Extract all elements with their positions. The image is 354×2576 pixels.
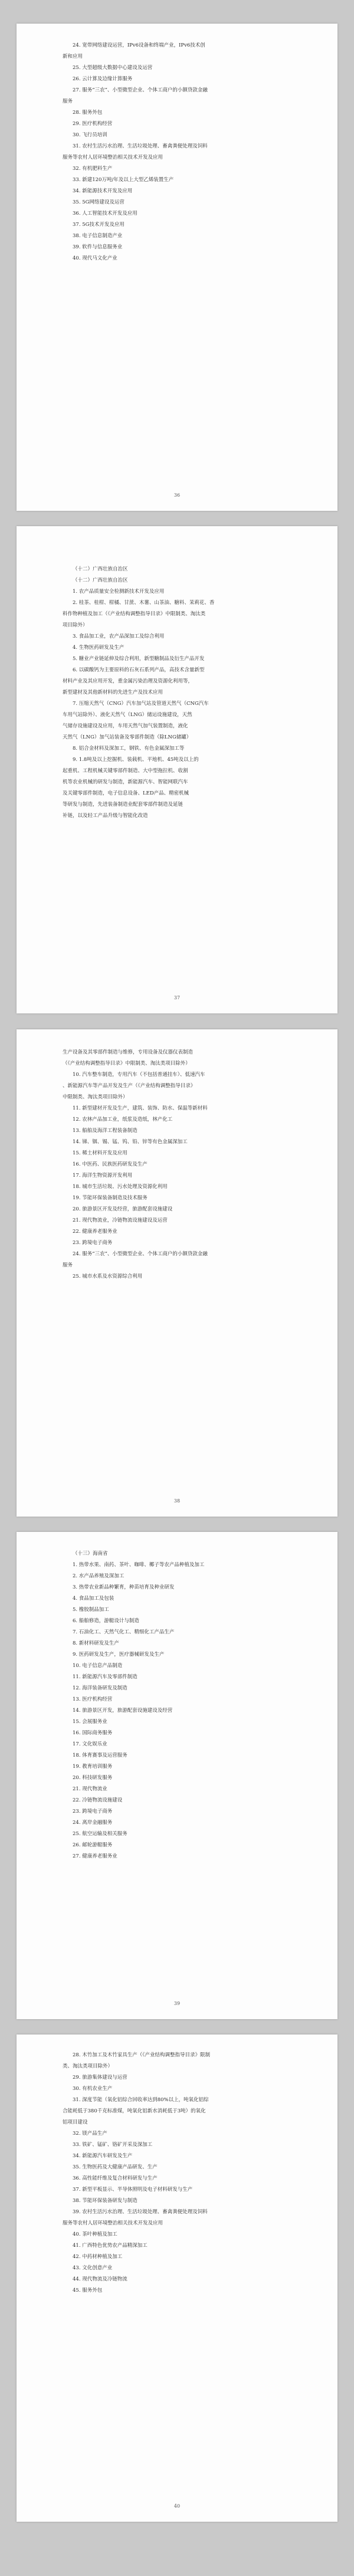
text-line: 26. 云计算及边缘计算服务: [73, 76, 133, 82]
text-line: 3. 食品加工业，农产品深加工及综合利用: [73, 634, 165, 639]
text-line: 38. 节能环保装备研发与制造: [73, 2198, 137, 2204]
text-line: 3. 热带农业新品种繁育，种苗培育及种业研发: [73, 1584, 175, 1590]
text-line: 合能耗低于380千克标准煤，吨氧化铝新水消耗低于3吨）的氧化: [63, 2108, 206, 2114]
text-line: 25. 航空运输及相关服务: [73, 1831, 127, 1837]
text-line: 新和应用: [63, 54, 83, 60]
text-line: 40. 茶叶种植及加工: [73, 2232, 117, 2237]
text-line: 21. 现代物流业，冷链物流设施建设及运营: [73, 1218, 168, 1223]
text-line: 4. 食品加工及包装: [73, 1596, 114, 1602]
text-line: 1. 热带水果、南药、茶叶、咖啡、椰子等农产品种植及加工: [73, 1562, 205, 1568]
text-line: 34. 新能源汽车研发及生产: [73, 2153, 133, 2159]
text-line: 33. 铁矿、锰矿、铬矿开采及深加工: [73, 2142, 153, 2148]
text-line: 14. 旅游景区开发，旅游配套设施建设及经营: [73, 1708, 173, 1714]
text-line: 车用气站除外）、液化天然气（LNG）储运设施建设，天然: [63, 712, 192, 718]
text-line: 15. 稀土材料开发及应用: [73, 1150, 127, 1156]
text-line: 补链，以及轻工产品升级与智能化改造: [63, 813, 148, 819]
text-line: 及关键零部件制造，电子信息设备、LED产品、精密机械: [63, 790, 189, 796]
text-line: （十三）海南省: [73, 1551, 108, 1557]
page-number: 36: [173, 493, 181, 498]
document-page: [17, 1532, 337, 2019]
text-line: 18. 体育赛事及运营服务: [73, 1753, 127, 1758]
text-line: 17. 文化娱乐业: [73, 1741, 107, 1747]
text-line: 服务: [63, 99, 73, 104]
page-number: 37: [173, 995, 181, 1000]
text-line: 30. 有机农业生产: [73, 2086, 113, 2092]
text-line: 类、淘汰类项目除外）: [63, 2063, 113, 2069]
text-line: 起重机、工程机械关键零部件制造、大中型拖拉机、收割: [63, 768, 188, 774]
text-line: 中限制类、淘汰类项目除外）: [63, 1094, 128, 1100]
text-line: 45. 服务外包: [73, 2288, 103, 2293]
text-line: 6. 船舶修造，游艇设计与制造: [73, 1618, 139, 1624]
text-line: 28. 服务外包: [73, 110, 103, 116]
text-line: 13. 医疗机构经营: [73, 1696, 113, 1702]
text-line: 43. 文化创意产业: [73, 2265, 113, 2271]
document-page: [17, 2034, 337, 2522]
text-line: 29. 旅游集体建设与运营: [73, 2075, 127, 2081]
text-line: 29. 医疗机构经营: [73, 121, 113, 127]
document-page: [17, 526, 337, 1013]
text-line: 材料产业及其应用开发，重金属污染治理及资源化利用等，: [63, 678, 194, 684]
text-line: 38. 电子信息制造产业: [73, 233, 123, 239]
text-line: 23. 跨境电子商务: [73, 1240, 113, 1246]
text-line: 服务等农村人居环境整治相关技术开发及应用: [63, 2220, 163, 2226]
text-line: 35. 5G网络建设及运营: [73, 199, 124, 205]
text-line: 21. 现代物流业: [73, 1786, 107, 1792]
text-line: 30. 飞行员培训: [73, 132, 107, 138]
text-line: 41. 广西特色优势农产品精深加工: [73, 2243, 148, 2249]
text-line: 23. 跨境电子商务: [73, 1809, 113, 1814]
text-line: 31. 深度节能（氧化铝综合回收率达到80%以上，吨氧化铝综: [73, 2097, 209, 2103]
text-line: 13. 船舶及海洋工程装备制造: [73, 1128, 137, 1134]
text-line: 新型建材及其他新材料的先进生产及技术应用: [63, 690, 163, 695]
text-line: （十二）广西壮族自治区: [73, 577, 128, 583]
text-line: 6. 以碳酸钙为主要原料的石灰石系列产品，高技术含量新型: [73, 667, 205, 673]
text-line: 气储存设施建设及应用，车用天然气加气装置制造，液化: [63, 723, 188, 729]
text-line: 22. 冷链物流设施建设: [73, 1797, 123, 1803]
page-number: 40: [173, 2503, 181, 2509]
text-line: 31. 农村生活污水治理、生活垃圾处理、畜禽粪便处理及饲料: [73, 143, 208, 149]
text-line: 36. 高性能纤维及复合材料研发与生产: [73, 2175, 158, 2181]
text-line: 34. 新能源技术开发及应用: [73, 188, 133, 194]
text-line: 4. 生物医药研发及生产: [73, 645, 124, 651]
text-line: 天然气（LNG）加气站装备及零部件制造（除LNG储罐）: [63, 734, 192, 740]
text-line: 27. 服务“三农”、小型微型企业、个体工商户的小额贷款金融: [73, 87, 208, 93]
text-line: 8. 新材料研发及生产: [73, 1640, 119, 1646]
page-number: 38: [173, 1498, 181, 1504]
text-line: 服务等农村人居环境整治相关技术开发及应用: [63, 155, 163, 160]
text-line: 1. 农产品质量安全检测新技术开发及应用: [73, 589, 165, 595]
text-line: 5. 糖业产业链延伸及综合利用，新型糖制品及衍生产品开发: [73, 656, 205, 662]
text-line: 生产设备及其零部件制造与维修，专用设备及仪器仪表制造: [63, 1049, 194, 1055]
text-line: 7. 压缩天然气（CNG）汽车加气站及管道天然气（CNG汽车: [73, 701, 209, 707]
text-line: 20. 科技研发服务: [73, 1775, 113, 1781]
text-line: 26. 邮轮游艇服务: [73, 1842, 113, 1848]
text-line: 14. 锑、铟、锡、锰、钨、铅、锌等有色金属深加工: [73, 1139, 188, 1145]
text-line: 33. 新建120万吨/年及以上大型乙烯装置生产: [73, 177, 174, 183]
text-line: 39. 软件与信息服务业: [73, 244, 123, 250]
text-line: 铝项目建设: [63, 2119, 88, 2125]
text-line: 12. 海洋装备研发及制造: [73, 1685, 127, 1691]
text-line: 24. 服务“三农”、小型微型企业、个体工商户的小额贷款金融: [73, 1251, 208, 1257]
text-line: 料作物种植及加工（《产业结构调整指导目录》中限制类、淘汰类: [63, 611, 206, 617]
text-line: 服务: [63, 1262, 73, 1268]
text-line: 11. 新型建材开发及生产，建筑、装饰、防水、保温等新材料: [73, 1105, 208, 1111]
text-line: 24. 离岸金融服务: [73, 1820, 113, 1826]
text-line: 37. 新型平板显示、半导体照明及电子材料研发与生产: [73, 2187, 193, 2193]
text-line: 2. 桂茶、桂柑、柑橘、甘蔗、木薯、山茶油、糖料、茉莉花、香: [73, 600, 215, 606]
text-line: 、新能源汽车等产品开发及生产（《产业结构调整指导目录》: [63, 1083, 196, 1089]
text-line: 9. 医药研发及生产，医疗器械研发及生产: [73, 1652, 165, 1658]
text-line: 等研发与制造，先进装备制造业配套零部件制造及延链: [63, 802, 183, 808]
text-line: 17. 海洋生物资源开发利用: [73, 1173, 133, 1179]
text-line: 36. 人工智能技术开发及应用: [73, 211, 137, 216]
text-line: 10. 汽车整车制造，专用汽车（不包括普通挂车）、低速汽车: [73, 1072, 205, 1078]
text-line: 2. 水产品养殖及深加工: [73, 1573, 124, 1579]
text-line: 24. 宽带网络建设运营，IPv6设备和终端产业，IPv6技术创: [73, 42, 205, 48]
text-line: 22. 健康养老服务业: [73, 1229, 117, 1235]
text-line: 16. 中医药、民族医药研发及生产: [73, 1161, 148, 1167]
text-line: （《产业结构调整指导目录》中限制类、淘汰类项目除外）: [63, 1061, 191, 1067]
document-page: [17, 24, 337, 511]
text-line: 25. 大型超级大数据中心建设及运营: [73, 65, 153, 71]
text-line: 42. 中药材种植及加工: [73, 2254, 123, 2260]
text-line: 44. 现代物流及冷链物流: [73, 2276, 127, 2282]
text-line: 25. 城市水系及水资源综合利用: [73, 1274, 143, 1279]
page-number: 39: [173, 2001, 181, 2006]
text-line: 9. 1.8吨及以上挖掘机、装载机、平地机、45吨及以上的: [73, 757, 199, 763]
text-line: 28. 木竹加工及木竹家具生产（《产业结构调整指导目录》限制: [73, 2052, 210, 2058]
text-line: 机等农业机械的研发与制造，新能源汽车、智能网联汽车: [63, 779, 188, 785]
text-line: 7. 石油化工、天然气化工、精细化工产品生产: [73, 1629, 175, 1635]
text-line: 16. 国际商务服务: [73, 1730, 113, 1736]
text-line: 37. 5G技术开发及应用: [73, 222, 124, 228]
text-line: 39. 农村生活污水治理、生活垃圾处理、畜禽粪便处理及饲料: [73, 2209, 208, 2215]
text-line: 32. 有机肥料生产: [73, 166, 113, 172]
text-line: 32. 镁产品生产: [73, 2131, 107, 2137]
text-line: （十二）广西壮族自治区: [73, 566, 128, 572]
text-line: 27. 健康养老服务业: [73, 1853, 117, 1859]
document-page: [17, 1029, 337, 1517]
text-line: 19. 节能环保装备制造及技术服务: [73, 1195, 148, 1201]
text-line: 40. 现代马文化产业: [73, 255, 117, 261]
text-line: 5. 橡胶制品加工: [73, 1607, 109, 1613]
text-line: 20. 旅游景区开发及经营，旅游配套设施建设: [73, 1206, 173, 1212]
text-line: 10. 电子信息产品制造: [73, 1663, 123, 1669]
text-line: 15. 会展服务业: [73, 1719, 107, 1725]
text-line: 8. 铝合金材料及深加工，钢铁、有色金属深加工等: [73, 746, 185, 752]
text-line: 项目除外）: [63, 622, 88, 628]
text-line: 12. 农林产品加工业，纸浆及造纸，林产化工: [73, 1117, 173, 1123]
text-line: 35. 生物医药及大健康产品研发、生产: [73, 2164, 158, 2170]
text-line: 18. 城市生活垃圾、污水处理及资源化利用: [73, 1184, 168, 1190]
text-line: 11. 新能源汽车及零部件制造: [73, 1674, 137, 1680]
text-line: 19. 教育培训服务: [73, 1764, 113, 1770]
